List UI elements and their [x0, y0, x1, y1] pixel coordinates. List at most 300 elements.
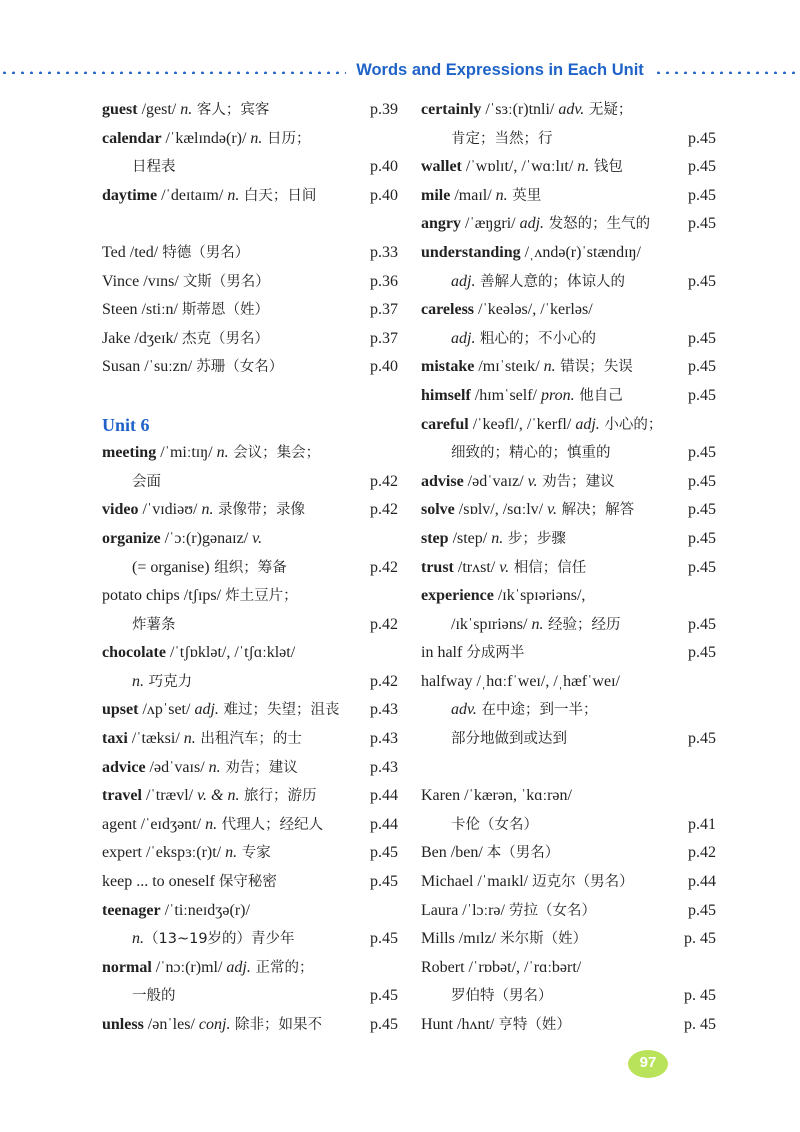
headword: solve — [421, 501, 455, 519]
chinese-meaning: 英里 — [507, 187, 542, 204]
chinese-meaning: 客人；宾客 — [192, 102, 270, 118]
page-reference: p.37 — [370, 329, 398, 347]
chinese-meaning: 炸土豆片； — [225, 588, 298, 605]
page-reference: p.40 — [370, 158, 398, 176]
page-reference: p.45 — [370, 873, 398, 891]
vocab-entry — [421, 296, 716, 325]
vocab-entry — [102, 353, 398, 382]
entry-text — [421, 897, 596, 926]
vocab-entry — [421, 1011, 716, 1040]
entry-text — [102, 668, 192, 697]
vocab-entry — [421, 868, 716, 897]
page-reference: p.45 — [688, 558, 716, 576]
part-of-speech: n. — [216, 444, 229, 462]
page-reference: p.42 — [370, 501, 398, 519]
vocab-entry — [421, 582, 716, 611]
part-of-speech: pron. — [541, 386, 575, 404]
chinese-meaning: 肯定；当然；行 — [451, 130, 553, 147]
vocab-entry-continuation — [421, 125, 716, 154]
chinese-meaning: 会议；集会； — [228, 445, 321, 462]
phonetic: /ənˈles/ — [143, 1016, 199, 1033]
page-reference: p.45 — [688, 644, 716, 662]
entry-text — [102, 725, 302, 754]
vocab-entry — [421, 496, 716, 525]
vocab-entry — [421, 382, 716, 411]
part-of-speech: n. — [201, 501, 214, 519]
entry-plain-text: Laura /ˈlɔːrə/ — [421, 901, 509, 919]
part-of-speech: n. — [577, 158, 590, 176]
entry-text — [102, 897, 250, 926]
chinese-meaning: 旅行；游历 — [239, 788, 317, 805]
chinese-meaning: 粗心的；不小心的 — [475, 330, 597, 347]
part-of-speech: n. — [205, 815, 218, 833]
part-of-speech: v. — [499, 558, 510, 576]
vocab-entry — [421, 925, 716, 954]
entry-plain-text: (= organise) — [132, 558, 210, 576]
page-reference: p.45 — [688, 158, 716, 176]
chinese-meaning: 米尔斯（姓） — [500, 931, 588, 948]
chinese-meaning: 文斯（男名） — [182, 273, 270, 290]
entry-text — [421, 982, 553, 1011]
headword: careless — [421, 301, 475, 319]
chinese-meaning: 相信；信任 — [509, 559, 587, 576]
headword: mistake — [421, 358, 475, 376]
chinese-meaning: 保守秘密 — [218, 874, 277, 891]
chinese-meaning: 除非；如果不 — [230, 1017, 323, 1033]
part-of-speech: adv. — [451, 701, 477, 719]
chinese-meaning: 出租汽车；的士 — [195, 731, 302, 748]
spacer — [102, 382, 398, 411]
entry-text — [102, 754, 298, 783]
entry-text — [421, 696, 598, 725]
vocab-entry-continuation — [102, 611, 398, 640]
page-number-badge — [628, 1050, 668, 1078]
vocab-entry — [102, 296, 398, 325]
entry-text — [102, 782, 317, 811]
entry-text — [421, 411, 662, 440]
entry-text — [102, 811, 323, 840]
vocab-entry — [421, 182, 716, 211]
chinese-meaning: 在中途；到一半； — [476, 702, 598, 719]
chinese-meaning: 钱包 — [589, 159, 623, 176]
chinese-meaning: 本（男名） — [486, 845, 560, 862]
chinese-meaning: 劳拉（女名） — [508, 902, 596, 919]
chinese-meaning: 小心的； — [599, 416, 663, 433]
phonetic: /ˈɔː(r)gənaɪz/ — [160, 529, 253, 547]
entry-text — [102, 296, 269, 325]
page-reference: p.43 — [370, 730, 398, 748]
chinese-meaning: 经验；经历 — [543, 616, 621, 633]
page-reference: p.45 — [370, 844, 398, 862]
page-reference: p.40 — [370, 186, 398, 204]
entry-text — [421, 125, 553, 154]
entry-text — [421, 725, 567, 754]
vocab-entry-continuation — [421, 439, 716, 468]
page-reference: p. 45 — [684, 930, 716, 948]
part-of-speech: conj. — [198, 1016, 231, 1033]
vocab-entry — [102, 754, 398, 783]
entry-plain-text: Jake /dʒeɪk/ — [102, 329, 182, 347]
chinese-meaning: 组织；筹备 — [209, 559, 287, 576]
spacer — [102, 210, 398, 239]
chinese-meaning: 步；步骤 — [503, 530, 566, 547]
chinese-meaning: 罗伯特（男名） — [451, 988, 553, 1005]
page-reference: p.45 — [688, 730, 716, 748]
vocab-entry — [102, 325, 398, 354]
chinese-meaning: 无疑； — [584, 102, 633, 118]
vocab-entry — [421, 554, 716, 583]
part-of-speech: adv. — [558, 101, 585, 118]
vocab-entry — [102, 439, 398, 468]
vocab-entry — [102, 239, 398, 268]
phonetic: /ˈvɪdiəʊ/ — [138, 501, 202, 519]
vocab-entry-continuation — [421, 811, 716, 840]
entry-text — [421, 839, 559, 868]
headword: trust — [421, 558, 454, 576]
entry-text — [421, 268, 625, 297]
entry-text — [102, 954, 313, 983]
page-reference: p.42 — [370, 672, 398, 690]
headword: video — [102, 501, 139, 519]
entry-text — [102, 868, 277, 897]
chinese-meaning: 劝告；建议 — [537, 473, 615, 490]
vocab-entry — [102, 839, 398, 868]
phonetic: /ˈæŋgri/ — [461, 215, 520, 233]
vocab-entry — [102, 868, 398, 897]
chinese-meaning: 日程表 — [132, 159, 176, 176]
page-reference: p.45 — [688, 472, 716, 490]
vocab-entry-continuation — [421, 611, 716, 640]
part-of-speech: n. — [227, 186, 240, 204]
vocab-entry — [421, 239, 716, 268]
entry-plain-text: agent /ˈeɪdʒənt/ — [102, 815, 206, 833]
page-reference: p.43 — [370, 758, 398, 776]
page-reference: p.41 — [688, 815, 716, 833]
headword: calendar — [102, 129, 162, 147]
headword: upset — [102, 701, 139, 719]
entry-text — [421, 468, 615, 497]
vocab-entry — [421, 96, 716, 125]
unit-heading: Unit 6 — [102, 414, 150, 435]
page-reference: p.45 — [688, 529, 716, 547]
entry-text — [102, 153, 176, 182]
entry-text — [421, 96, 632, 125]
page-reference: p.45 — [688, 186, 716, 204]
phonetic: /ˈwɒlɪt/, /ˈwɑːlɪt/ — [461, 158, 578, 176]
vocab-entry — [421, 897, 716, 926]
vocab-entry — [102, 182, 398, 211]
chinese-meaning: 劝告；建议 — [220, 759, 298, 776]
page-reference: p.42 — [370, 472, 398, 490]
entry-text — [421, 325, 596, 354]
entry-plain-text: Michael /ˈmaɪkl/ — [421, 873, 533, 891]
entry-text — [421, 153, 623, 182]
vocab-entry-continuation — [421, 268, 716, 297]
phonetic: /trʌst/ — [453, 558, 500, 576]
vocab-entry-continuation — [102, 554, 398, 583]
vocab-entry — [102, 1011, 398, 1040]
page-reference: p.45 — [688, 272, 716, 290]
entry-text — [102, 525, 262, 554]
headword: mile — [421, 186, 451, 204]
part-of-speech: n. — [543, 358, 556, 376]
headword: himself — [421, 386, 471, 404]
phonetic: /ˈtiːneɪdʒə(r)/ — [160, 901, 250, 919]
entry-text — [421, 1011, 571, 1040]
phonetic: /ˈkeələs/, /ˈkerləs/ — [474, 301, 593, 319]
part-of-speech: v. — [252, 529, 263, 547]
part-of-speech: n. — [225, 844, 238, 862]
entry-plain-text: expert /ˈekspɜː(r)t/ — [102, 844, 226, 862]
part-of-speech: n. — [531, 615, 544, 633]
page-reference: p.36 — [370, 272, 398, 290]
entry-plain-text: potato chips /tʃɪps/ — [102, 587, 226, 605]
part-of-speech: v. — [547, 501, 558, 519]
vocab-entry — [421, 353, 716, 382]
headword: taxi — [102, 730, 128, 748]
part-of-speech: v. & n. — [197, 787, 240, 805]
chinese-meaning: 卡伦（女名） — [451, 816, 538, 833]
part-of-speech: n. — [495, 186, 508, 204]
headword: angry — [421, 215, 461, 233]
entry-text — [102, 839, 271, 868]
entry-text — [421, 525, 566, 554]
phonetic: /ˈmiːtɪŋ/ — [156, 444, 217, 462]
page-reference: p.43 — [370, 701, 398, 719]
page-reference: p.45 — [688, 615, 716, 633]
part-of-speech: adj. — [451, 272, 476, 290]
entry-text — [421, 382, 623, 411]
page-reference: p.45 — [370, 930, 398, 948]
page-reference: p. 45 — [684, 987, 716, 1005]
entry-text — [102, 1011, 322, 1040]
entry-text — [421, 182, 541, 211]
chinese-meaning: 发怒的；生气的 — [544, 216, 651, 233]
phonetic: /ˈnɔː(r)ml/ — [151, 958, 227, 976]
chinese-meaning: 善解人意的；体谅人的 — [475, 273, 626, 290]
headword: step — [421, 529, 449, 547]
vocab-entry — [102, 582, 398, 611]
chinese-meaning: 杰克（男名） — [181, 330, 269, 347]
phonetic: /ədˈvaɪs/ — [145, 758, 209, 776]
headword: teenager — [102, 901, 161, 919]
page-header — [0, 58, 800, 86]
vocab-entry — [421, 210, 716, 239]
chinese-meaning: 正常的； — [250, 959, 314, 976]
page-reference: p.45 — [370, 1016, 398, 1033]
entry-plain-text: Hunt /hʌnt/ — [421, 1016, 499, 1033]
header-dotted-rule-right — [654, 71, 800, 74]
chinese-meaning: 分成两半 — [466, 645, 525, 662]
vocab-entry — [102, 96, 398, 125]
header-title: Words and Expressions in Each Unit — [356, 61, 644, 79]
page-reference: p.40 — [370, 358, 398, 376]
headword: careful — [421, 415, 469, 433]
entry-text — [102, 268, 270, 297]
entry-text — [421, 782, 572, 811]
vocab-entry — [421, 153, 716, 182]
chinese-meaning: 特德（男名） — [162, 244, 250, 261]
part-of-speech: adj. — [226, 958, 251, 976]
entry-text — [421, 353, 633, 382]
part-of-speech: adj. — [194, 701, 219, 719]
chinese-meaning: （13~19岁的）青少年 — [144, 931, 295, 948]
vocab-entry — [102, 525, 398, 554]
entry-text — [421, 925, 587, 954]
spacer — [421, 754, 716, 783]
page-reference: p.45 — [688, 329, 716, 347]
headword: travel — [102, 787, 142, 805]
phonetic: /gest/ — [137, 101, 181, 118]
entry-text — [102, 439, 320, 468]
part-of-speech: n. — [208, 758, 221, 776]
entry-text — [102, 582, 298, 611]
phonetic: /ˈtʃɒklət/, /ˈtʃɑːklət/ — [165, 644, 296, 662]
part-of-speech: n. — [491, 529, 504, 547]
headword: chocolate — [102, 644, 166, 662]
vocab-entry — [102, 811, 398, 840]
page-reference: p.45 — [688, 386, 716, 404]
entry-plain-text: Robert /ˈrɒbət/, /ˈrɑːbərt/ — [421, 958, 582, 976]
entry-text — [421, 439, 611, 468]
entry-text — [421, 210, 650, 239]
phonetic: /ˈkælɪndə(r)/ — [161, 129, 251, 147]
vocab-entry-continuation — [421, 696, 716, 725]
entry-text — [102, 325, 269, 354]
chinese-meaning: 白天；日间 — [239, 187, 317, 204]
page-reference: p.45 — [688, 501, 716, 519]
chinese-meaning: 部分地做到或达到 — [451, 731, 567, 748]
vocab-entry-continuation — [102, 668, 398, 697]
vocab-entry-continuation — [421, 725, 716, 754]
phonetic: /ˈtrævl/ — [141, 787, 198, 805]
vocab-entry-continuation — [421, 982, 716, 1011]
entry-text — [421, 239, 641, 268]
entry-text — [102, 696, 340, 725]
vocab-entry — [421, 639, 716, 668]
page-reference: p.45 — [688, 215, 716, 233]
entry-text — [421, 296, 593, 325]
vocab-entry-continuation — [421, 325, 716, 354]
phonetic: /sɒlv/, /sɑːlv/ — [454, 501, 548, 519]
chinese-meaning: 迈克尔（男名） — [532, 874, 634, 891]
vocab-entry — [102, 496, 398, 525]
chinese-meaning: 代理人；经纪人 — [217, 816, 324, 833]
phonetic: /ədˈvaɪz/ — [463, 472, 528, 490]
entry-text — [102, 639, 295, 668]
vocab-entry-continuation — [102, 982, 398, 1011]
vocab-entry-continuation — [102, 925, 398, 954]
entry-text — [421, 639, 524, 668]
entry-text — [102, 182, 316, 211]
vocab-entry-continuation — [102, 153, 398, 182]
entry-text — [102, 468, 161, 497]
chinese-meaning: 录像带；录像 — [213, 502, 306, 519]
vocab-entry — [421, 782, 716, 811]
chinese-meaning: 亨特（姓） — [498, 1017, 571, 1033]
vocab-entry — [102, 268, 398, 297]
chinese-meaning: 错误；失误 — [555, 359, 633, 376]
entry-plain-text: Mills /mɪlz/ — [421, 930, 501, 948]
entry-text — [421, 611, 621, 640]
vocab-entry — [421, 525, 716, 554]
vocab-entry — [421, 668, 716, 697]
page-reference: p.45 — [688, 444, 716, 462]
entry-plain-text: halfway /ˌhɑːfˈweɪ/, /ˌhæfˈweɪ/ — [421, 672, 620, 690]
page-reference: p.44 — [370, 787, 398, 805]
phonetic: /ˈsɜː(r)tnli/ — [481, 101, 559, 118]
part-of-speech: n. — [183, 730, 196, 748]
phonetic: /ˌʌndə(r)ˈstændɪŋ/ — [520, 243, 641, 261]
chinese-meaning: 解决；解答 — [557, 502, 635, 519]
headword: unless — [102, 1016, 144, 1033]
phonetic: /step/ — [448, 529, 492, 547]
entry-plain-text: Vince /vɪns/ — [102, 272, 183, 290]
vocab-entry — [102, 125, 398, 154]
chinese-meaning: 斯蒂恩（姓） — [182, 302, 269, 319]
entry-text — [102, 925, 295, 954]
entry-text — [102, 554, 287, 583]
vocab-entry — [102, 954, 398, 983]
entry-text — [102, 125, 311, 154]
headword: advise — [421, 472, 464, 490]
chinese-meaning: 苏珊（女名） — [196, 359, 284, 376]
entry-text — [421, 582, 585, 611]
entry-plain-text: Karen /ˈkærən, ˈkɑːrən/ — [421, 787, 572, 805]
entry-text — [421, 554, 586, 583]
part-of-speech: adj. — [519, 215, 545, 233]
chinese-meaning: 一般的 — [132, 988, 176, 1005]
chinese-meaning: 细致的；精心的；慎重的 — [451, 445, 611, 462]
entry-plain-text: in half — [421, 644, 467, 662]
page-reference: p.45 — [688, 129, 716, 147]
headword: wallet — [421, 158, 462, 176]
page-reference: p.45 — [688, 901, 716, 919]
headword: understanding — [421, 243, 521, 261]
part-of-speech: n. — [132, 672, 144, 690]
part-of-speech: n. — [132, 930, 144, 948]
chinese-meaning: 难过；失望；沮丧 — [218, 702, 340, 719]
vocab-entry — [102, 696, 398, 725]
part-of-speech: n. — [180, 101, 193, 118]
unit-heading-line — [102, 411, 398, 440]
page-reference: p.37 — [370, 301, 398, 319]
entry-text — [102, 353, 283, 382]
headword: certainly — [421, 101, 482, 118]
headword: daytime — [102, 186, 158, 204]
page-reference: p.44 — [370, 815, 398, 833]
page-number: 97 — [639, 1054, 657, 1071]
headword: organize — [102, 529, 161, 547]
phonetic: /maɪl/ — [450, 186, 496, 204]
chinese-meaning: 他自己 — [574, 387, 623, 404]
vocab-entry — [421, 839, 716, 868]
page-reference: p.42 — [370, 615, 398, 633]
phonetic: /mɪˈsteɪk/ — [474, 358, 544, 376]
headword: guest — [102, 101, 138, 118]
phonetic: /ˈkeəfl/, /ˈkerfl/ — [468, 415, 576, 433]
chinese-meaning: 会面 — [132, 473, 161, 490]
header-dotted-rule-left — [0, 71, 346, 74]
vocabulary-column-right — [421, 96, 716, 1040]
phonetic: /ɪkˈspɪəriəns/, — [493, 587, 586, 605]
headword: advice — [102, 758, 146, 776]
page-reference: p.42 — [688, 844, 716, 862]
vocab-entry — [102, 897, 398, 926]
chinese-meaning: 专家 — [237, 845, 271, 862]
vocab-entry — [421, 411, 716, 440]
vocab-entry — [421, 954, 716, 983]
